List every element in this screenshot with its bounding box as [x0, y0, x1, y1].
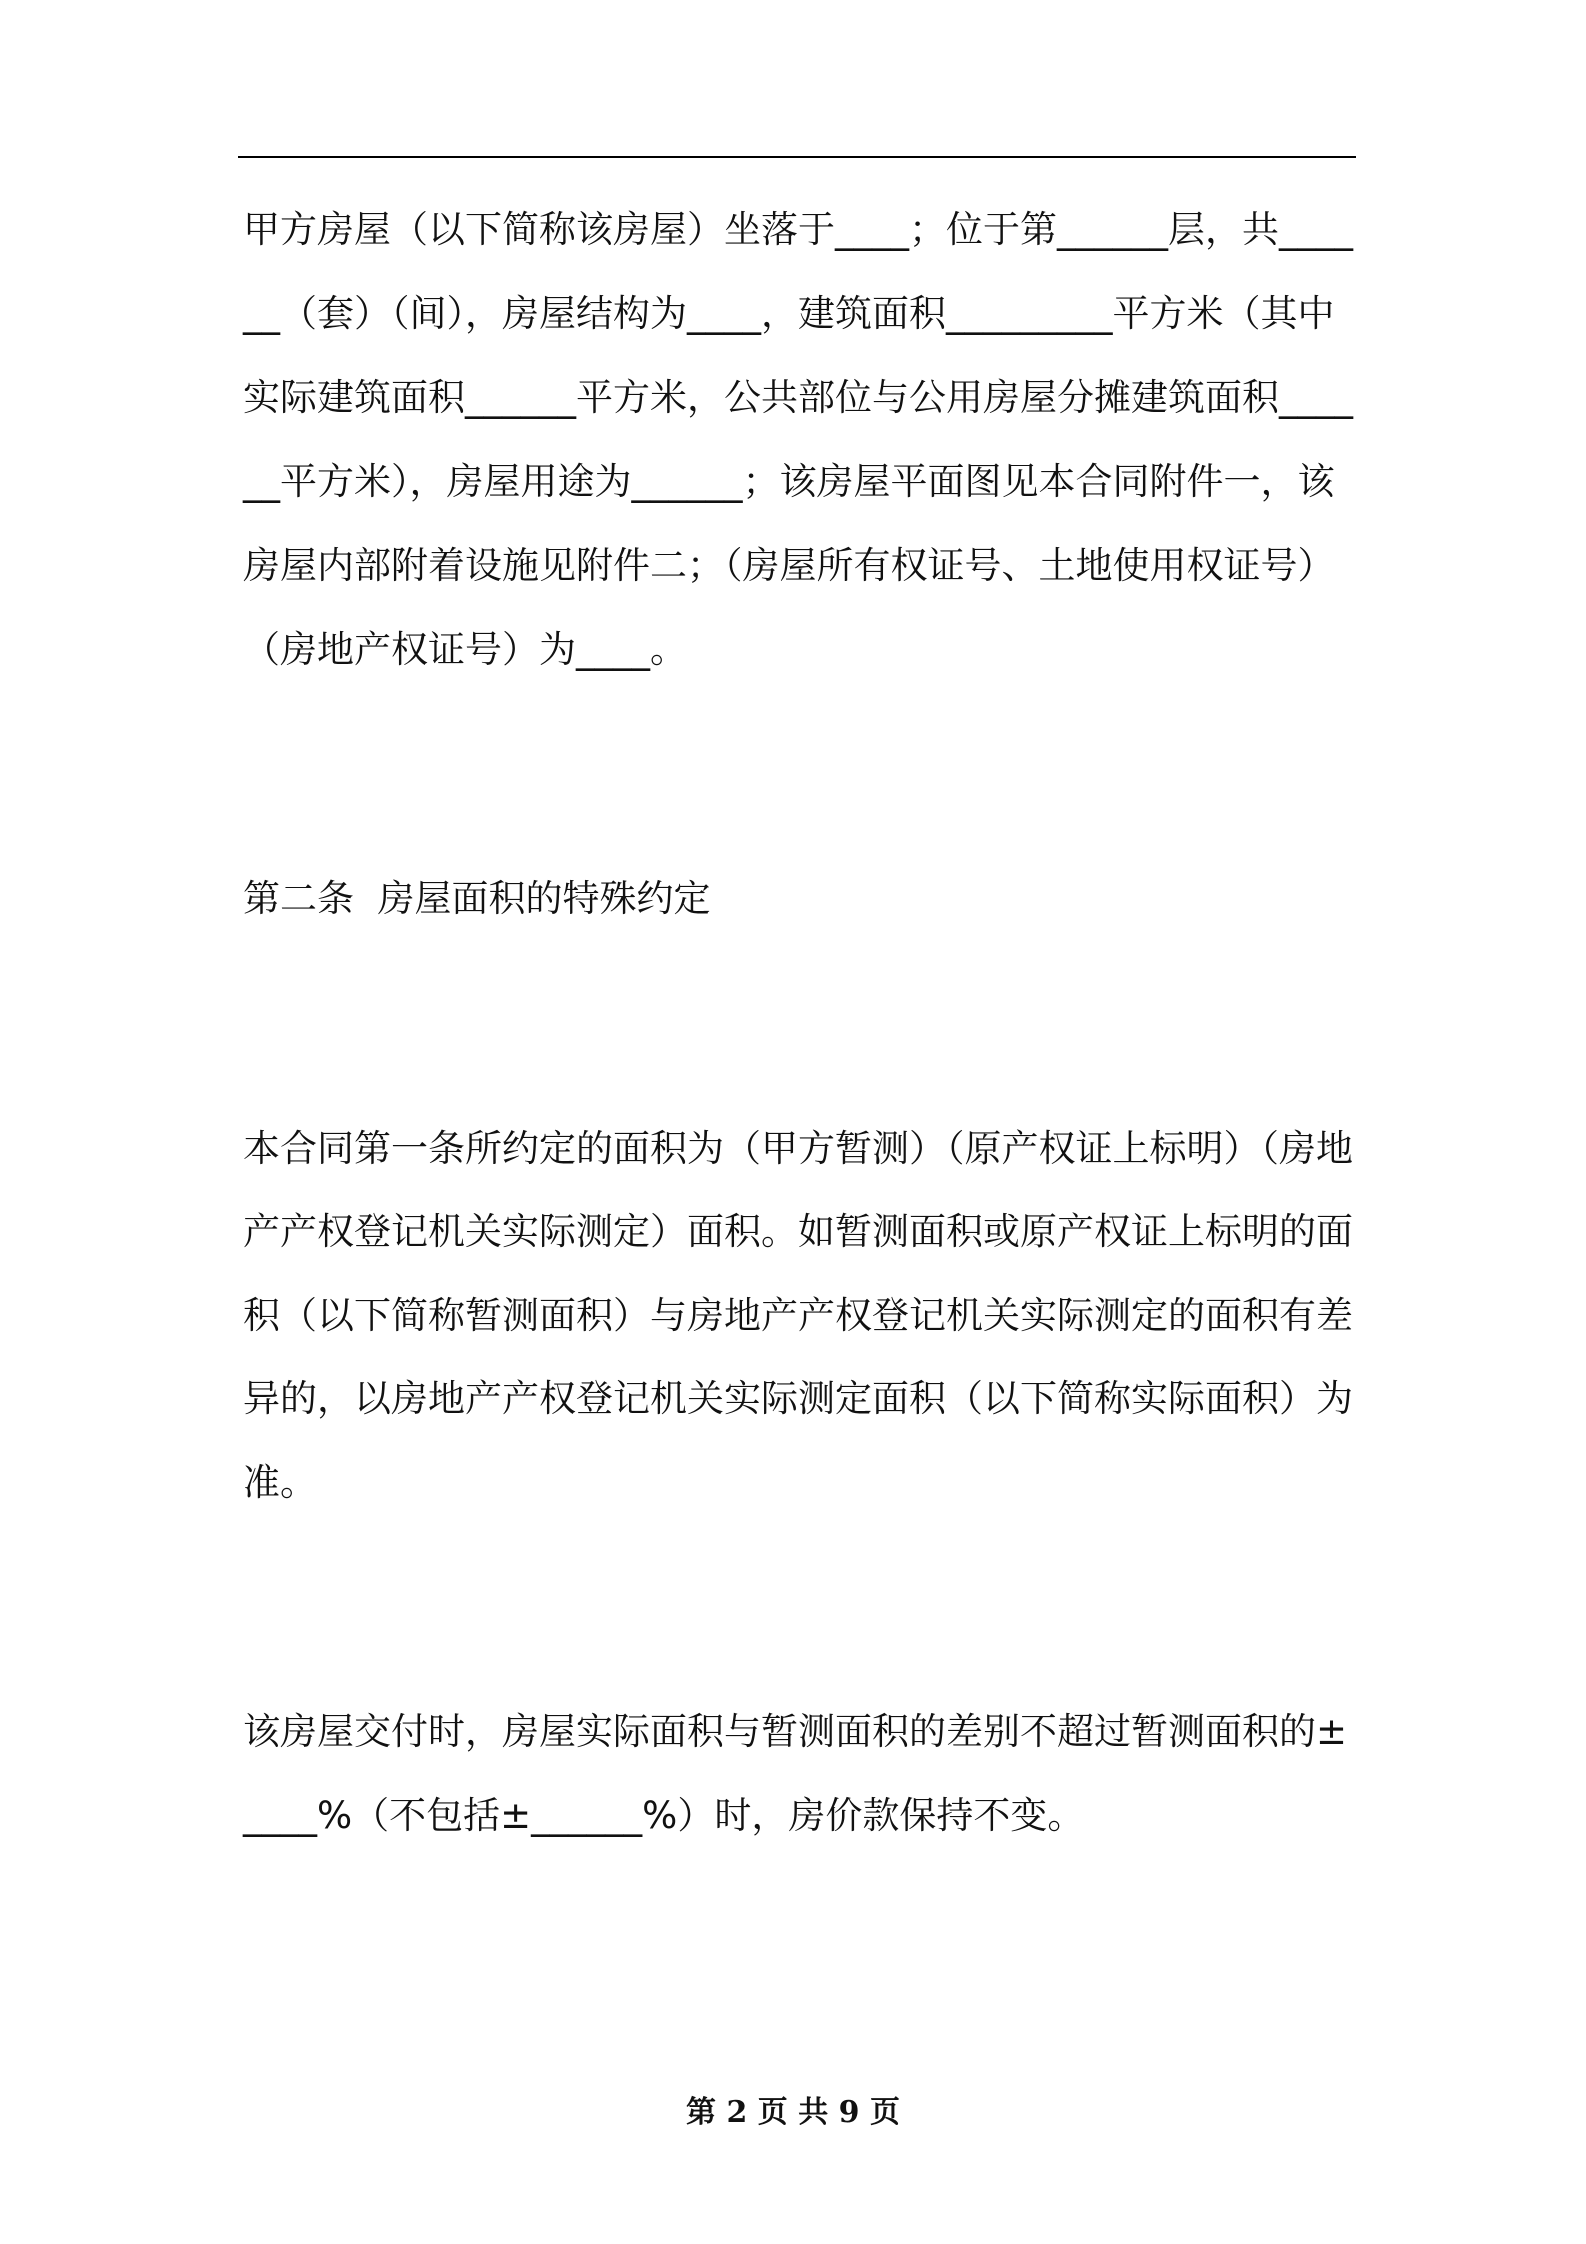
paragraph-line: 积（以下简称暂测面积）与房地产产权登记机关实际测定的面积有差 [243, 1294, 1353, 1337]
paragraph-line: 异的，以房地产产权登记机关实际测定面积（以下简称实际面积）为 [243, 1377, 1353, 1420]
paragraph-line: 本合同第一条所约定的面积为（甲方暂测）（原产权证上标明）（房地 [243, 1127, 1353, 1170]
paragraph-line: 实际建筑面积______平方米，公共部位与公用房屋分摊建筑面积____ [243, 376, 1353, 419]
paragraph-line: （房地产权证号）为____。 [243, 628, 687, 671]
paragraph-line: __（套）（间），房屋结构为____，建筑面积_________平方米（其中 [243, 292, 1335, 335]
header-rule [238, 156, 1356, 158]
paragraph-line: __平方米），房屋用途为______；该房屋平面图见本合同附件一，该 [243, 460, 1335, 503]
paragraph-line: ____%（不包括±______%）时，房价款保持不变。 [243, 1794, 1085, 1837]
paragraph-line: 该房屋交付时，房屋实际面积与暂测面积的差别不超过暂测面积的± [243, 1710, 1348, 1753]
section-heading: 第二条 房屋面积的特殊约定 [243, 877, 711, 920]
page-number: 第 2 页 共 9 页 [686, 2095, 900, 2130]
paragraph-line: 准。 [243, 1461, 317, 1504]
paragraph-line: 产产权登记机关实际测定）面积。如暂测面积或原产权证上标明的面 [243, 1210, 1353, 1253]
paragraph-line: 甲方房屋（以下简称该房屋）坐落于____；位于第______层，共____ [243, 208, 1353, 251]
paragraph-line: 房屋内部附着设施见附件二；（房屋所有权证号、土地使用权证号） [243, 544, 1335, 587]
